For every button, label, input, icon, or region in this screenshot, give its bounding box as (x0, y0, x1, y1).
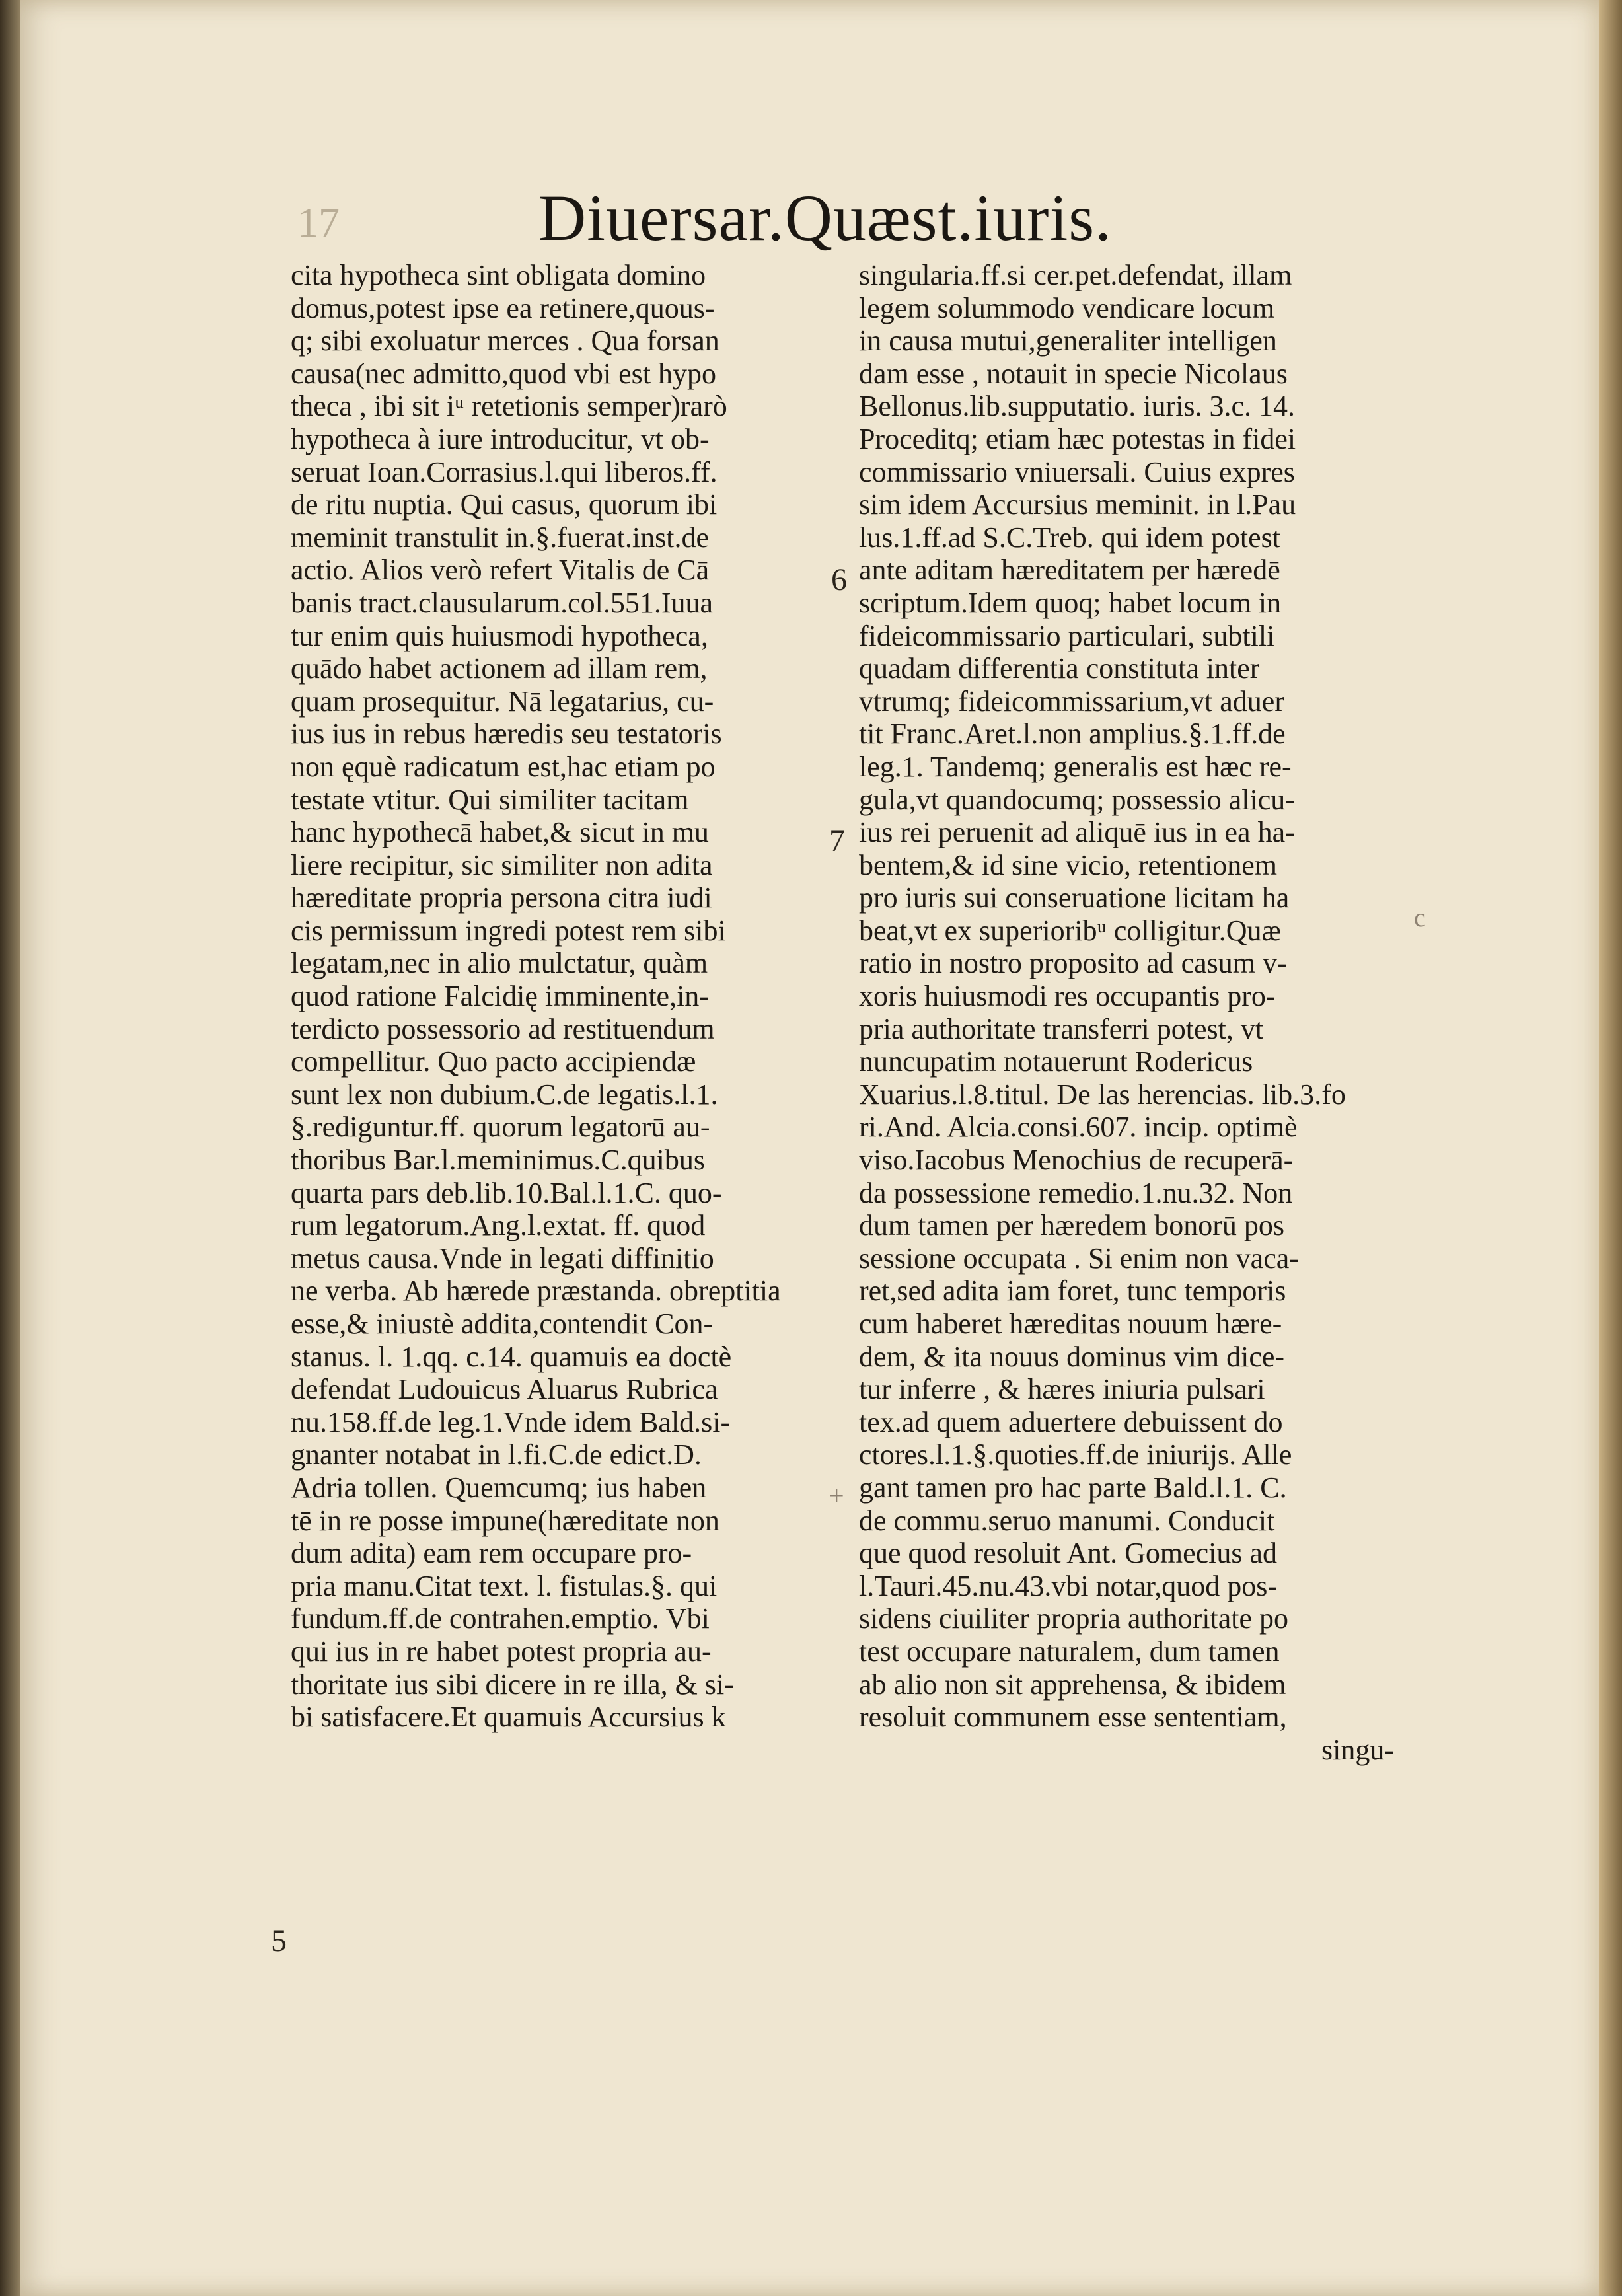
text-line: cis permissum ingredi potest rem sibi (291, 914, 726, 947)
text-line: gant tamen pro hac parte Bald.l.1. C. (859, 1471, 1287, 1504)
text-line: causa(nec admitto,quod vbi est hypo (291, 357, 716, 390)
text-line: hæreditate propria persona citra iudi (291, 881, 712, 914)
text-line: ne verba. Ab hærede præstanda. obreptitia (291, 1275, 781, 1308)
margin-number-6: 6 (831, 562, 847, 597)
text-line: quādo habet actionem ad illam rem, (291, 652, 708, 685)
text-line: q; sibi exoluatur merces . Qua forsan (291, 324, 719, 357)
text-line: ratio in nostro proposito ad casum v- (859, 947, 1287, 980)
text-line: resoluit communem esse sententiam, (859, 1701, 1287, 1734)
text-line: in causa mutui,generaliter intelligen (859, 324, 1277, 357)
text-line: ius rei peruenit ad aliquē ius in ea ha- (859, 816, 1295, 849)
text-line: que quod resoluit Ant. Gomecius ad (859, 1537, 1278, 1570)
text-line: liere recipitur, sic similiter non adita (291, 848, 713, 881)
text-line: quarta pars deb.lib.10.Bal.l.1.C. quo- (291, 1176, 722, 1209)
text-line: fideicommissario particulari, subtili (859, 619, 1275, 652)
text-line: cum haberet hæreditas nouum hære- (859, 1308, 1282, 1340)
text-line: metus causa.Vnde in legati diffinitio (291, 1241, 714, 1275)
text-line: stanus. l. 1.qq. c.14. quamuis ea doctè (291, 1340, 732, 1373)
text-line: ab alio non sit apprehensa, & ibidem (859, 1668, 1286, 1701)
page-edge (1599, 0, 1622, 2296)
text-line: terdicto possessorio ad restituendum (291, 1012, 715, 1045)
binding-shadow (0, 0, 20, 2296)
text-line: rum legatorum.Ang.l.extat. ff. quod (291, 1209, 706, 1242)
text-line: da possessione remedio.1.nu.32. Non (859, 1176, 1293, 1209)
text-line: bi satisfacere.Et quamuis Accursius k (291, 1701, 726, 1734)
text-line: ctores.l.1.§.quoties.ff.de iniurijs. Alle (859, 1438, 1292, 1471)
text-line: thoribus Bar.l.meminimus.C.quibus (291, 1144, 706, 1177)
text-line: Xuarius.l.8.titul. De las herencias. lib.3.fo (859, 1078, 1346, 1111)
text-line: esse,& iniustè addita,contendit Con- (291, 1308, 714, 1340)
text-line: lus.1.ff.ad S.C.Treb. qui idem potest (859, 521, 1281, 554)
text-line: ri.And. Alcia.consi.607. incip. optimè (859, 1111, 1298, 1144)
text-line: beat,vt ex superioribᵘ colligitur.Quæ (859, 914, 1281, 947)
text-line: dem, & ita nouus dominus vim dice- (859, 1340, 1285, 1373)
text-line: sessione occupata . Si enim non vaca- (859, 1241, 1299, 1275)
text-line: ante aditam hæreditatem per hæredē (859, 554, 1280, 587)
right-text-column (859, 259, 1394, 1766)
text-line: tē in re posse impune(hæreditate non (291, 1504, 719, 1537)
text-line: hanc hypothecā habet,& sicut in mu (291, 816, 709, 849)
text-line: seruat Ioan.Corrasius.l.qui liberos.ff. (291, 455, 718, 488)
text-line: sunt lex non dubium.C.de legatis.l.1. (291, 1078, 718, 1111)
text-line: thoritate ius sibi dicere in re illa, & si- (291, 1668, 734, 1701)
text-line: test occupare naturalem, dum tamen (859, 1635, 1280, 1668)
text-line: non ęquè radicatum est,hac etiam po (291, 750, 716, 783)
text-line: de commu.seruo manumi. Conducit (859, 1504, 1275, 1537)
text-line: nu.158.ff.de leg.1.Vnde idem Bald.si- (291, 1405, 731, 1438)
text-line: banis tract.clausularum.col.551.Iuua (291, 586, 714, 619)
text-line: singu- (1321, 1733, 1394, 1766)
text-line: xoris huiusmodi res occupantis pro- (859, 980, 1276, 1013)
text-line: de ritu nuptia. Qui casus, quorum ibi (291, 488, 718, 521)
margin-number-7: 7 (829, 823, 845, 858)
text-line: meminit transtulit in.§.fuerat.inst.de (291, 521, 709, 554)
text-line: bentem,& id sine vicio, retentionem (859, 848, 1277, 881)
text-line: singularia.ff.si cer.pet.defendat, illam (859, 259, 1292, 291)
text-line: tex.ad quem aduertere debuissent do (859, 1405, 1283, 1438)
stray-mark-hook: c (1414, 903, 1426, 932)
text-line: sidens ciuiliter propria authoritate po (859, 1602, 1289, 1635)
text-line: tur enim quis huiusmodi hypotheca, (291, 619, 708, 652)
text-line: leg.1. Tandemq; generalis est hæc re- (859, 750, 1292, 783)
text-line: testate vtitur. Qui similiter tacitam (291, 783, 689, 816)
text-line: tit Franc.Aret.l.non amplius.§.1.ff.de (859, 718, 1286, 751)
text-line: pria manu.Citat text. l. fistulas.§. qui (291, 1569, 718, 1602)
text-line: Proceditq; etiam hæc potestas in fidei (859, 422, 1296, 455)
text-line: gnanter notabat in l.fi.C.de edict.D. (291, 1438, 702, 1471)
left-text-column (291, 259, 826, 1734)
text-line: §.rediguntur.ff. quorum legatorū au- (291, 1111, 710, 1144)
text-line: theca , ibi sit iᵘ retetionis semper)rarò (291, 390, 727, 423)
text-line: domus,potest ipse ea retinere,quous- (291, 291, 715, 324)
text-line: hypotheca à iure introducitur, vt ob- (291, 422, 710, 455)
text-line: quam prosequitur. Nā legatarius, cu- (291, 685, 714, 718)
text-line: gula,vt quandocumq; possessio alicu- (859, 783, 1295, 816)
text-line: legatam,nec in alio mulctatur, quàm (291, 947, 708, 980)
text-line: dum adita) eam rem occupare pro- (291, 1537, 692, 1570)
text-line: Adria tollen. Quemcumq; ius haben (291, 1471, 707, 1504)
text-line: vtrumq; fideicommissarium,vt aduer (859, 685, 1284, 718)
text-line: commissario vniuersali. Cuius expres (859, 455, 1295, 488)
text-line: compellitur. Quo pacto accipiendæ (291, 1045, 696, 1078)
text-line: quadam differentia constituta inter (859, 652, 1260, 685)
running-header: Diuersar.Quæst.iuris. (538, 181, 1113, 254)
text-line: Bellonus.lib.supputatio. iuris. 3.c. 14. (859, 390, 1295, 423)
text-line: nuncupatim notauerunt Rodericus (859, 1045, 1253, 1078)
text-line: qui ius in re habet potest propria au- (291, 1635, 712, 1668)
page-number-faint: 17 (297, 199, 340, 246)
text-line: legem solummodo vendicare locum (859, 291, 1275, 324)
text-line: pro iuris sui conseruatione licitam ha (859, 881, 1290, 914)
text-line: sim idem Accursius meminit. in l.Pau (859, 488, 1296, 521)
margin-number-5: 5 (271, 1923, 287, 1958)
text-line: tur inferre , & hæres iniuria pulsari (859, 1373, 1265, 1406)
text-line: pria authoritate transferri potest, vt (859, 1012, 1264, 1045)
stray-mark-plus: + (829, 1481, 844, 1510)
text-line: ius ius in rebus hæredis seu testatoris (291, 718, 722, 751)
text-line: l.Tauri.45.nu.43.vbi notar,quod pos- (859, 1569, 1278, 1602)
text-line: defendat Ludouicus Aluarus Rubrica (291, 1373, 718, 1406)
text-line: ret,sed adita iam foret, tunc temporis (859, 1275, 1286, 1308)
text-line: actio. Alios verò refert Vitalis de Cā (291, 554, 710, 587)
text-line: dum tamen per hæredem bonorū pos (859, 1209, 1284, 1242)
text-line: viso.Iacobus Menochius de recuperā- (859, 1144, 1294, 1177)
text-line: cita hypotheca sint obligata domino (291, 259, 706, 291)
text-line: dam esse , notauit in specie Nicolaus (859, 357, 1288, 390)
text-line: scriptum.Idem quoq; habet locum in (859, 586, 1282, 619)
text-line: fundum.ff.de contrahen.emptio. Vbi (291, 1602, 710, 1635)
text-line: quod ratione Falcidię imminente,in- (291, 980, 709, 1013)
